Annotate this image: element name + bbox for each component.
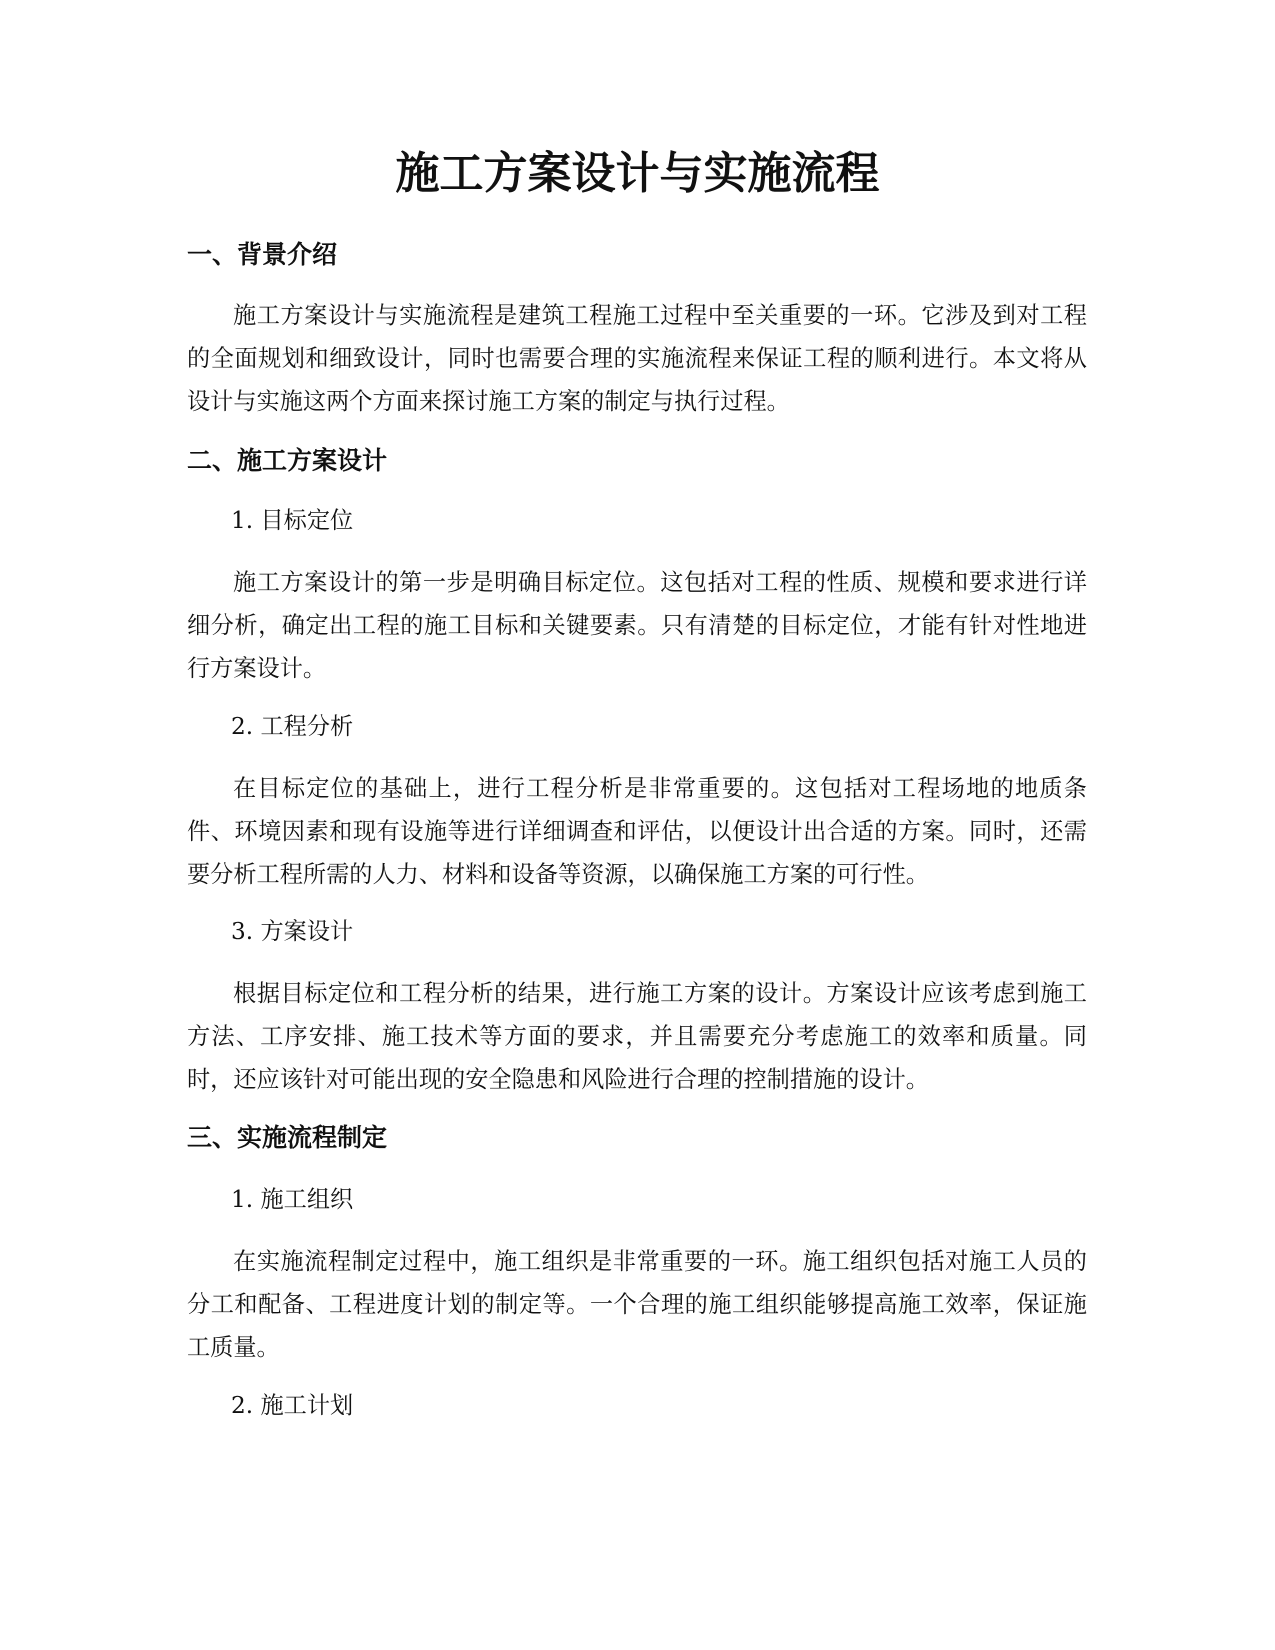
section-heading-design: 二、施工方案设计 xyxy=(187,446,388,475)
paragraph-engineering-analysis: 在目标定位的基础上，进行工程分析是非常重要的。这包括对工程场地的地质条件、环境因素和现有设施等进行详细调查和评估，以便设计出合适的方案。同时，还需要分析工程所需的人力、材料和设备等资源，以确保施工方案的可行性。 xyxy=(187,775,1087,888)
paragraph-target-positioning: 施工方案设计的第一步是明确目标定位。这包括对工程的性质、规模和要求进行详细分析，确定出工程的施工目标和关键要素。只有清楚的目标定位，才能有针对性地进行方案设计。 xyxy=(187,569,1087,682)
subheading-target-positioning: 1. 目标定位 xyxy=(231,507,354,534)
paragraph-plan-design: 根据目标定位和工程分析的结果，进行施工方案的设计。方案设计应该考虑到施工方法、工序安排、施工技术等方面的要求，并且需要充分考虑施工的效率和质量。同时，还应该针对可能出现的安全隐患和风险进行合理的控制措施的设计。 xyxy=(187,980,1087,1093)
section-heading-background: 一、背景介绍 xyxy=(187,240,338,269)
paragraph-background: 施工方案设计与实施流程是建筑工程施工过程中至关重要的一环。它涉及到对工程的全面规划和细致设计，同时也需要合理的实施流程来保证工程的顺利进行。本文将从设计与实施这两个方面来探讨施工方案的制定与执行过程。 xyxy=(187,302,1087,415)
subheading-construction-plan: 2. 施工计划 xyxy=(231,1392,354,1419)
section-heading-implementation: 三、实施流程制定 xyxy=(187,1123,388,1152)
document-title: 施工方案设计与实施流程 xyxy=(395,148,880,199)
subheading-plan-design: 3. 方案设计 xyxy=(231,918,354,945)
subheading-engineering-analysis: 2. 工程分析 xyxy=(231,713,354,740)
subheading-construction-organization: 1. 施工组织 xyxy=(231,1186,354,1213)
paragraph-construction-organization: 在实施流程制定过程中，施工组织是非常重要的一环。施工组织包括对施工人员的分工和配备、工程进度计划的制定等。一个合理的施工组织能够提高施工效率，保证施工质量。 xyxy=(187,1248,1087,1361)
